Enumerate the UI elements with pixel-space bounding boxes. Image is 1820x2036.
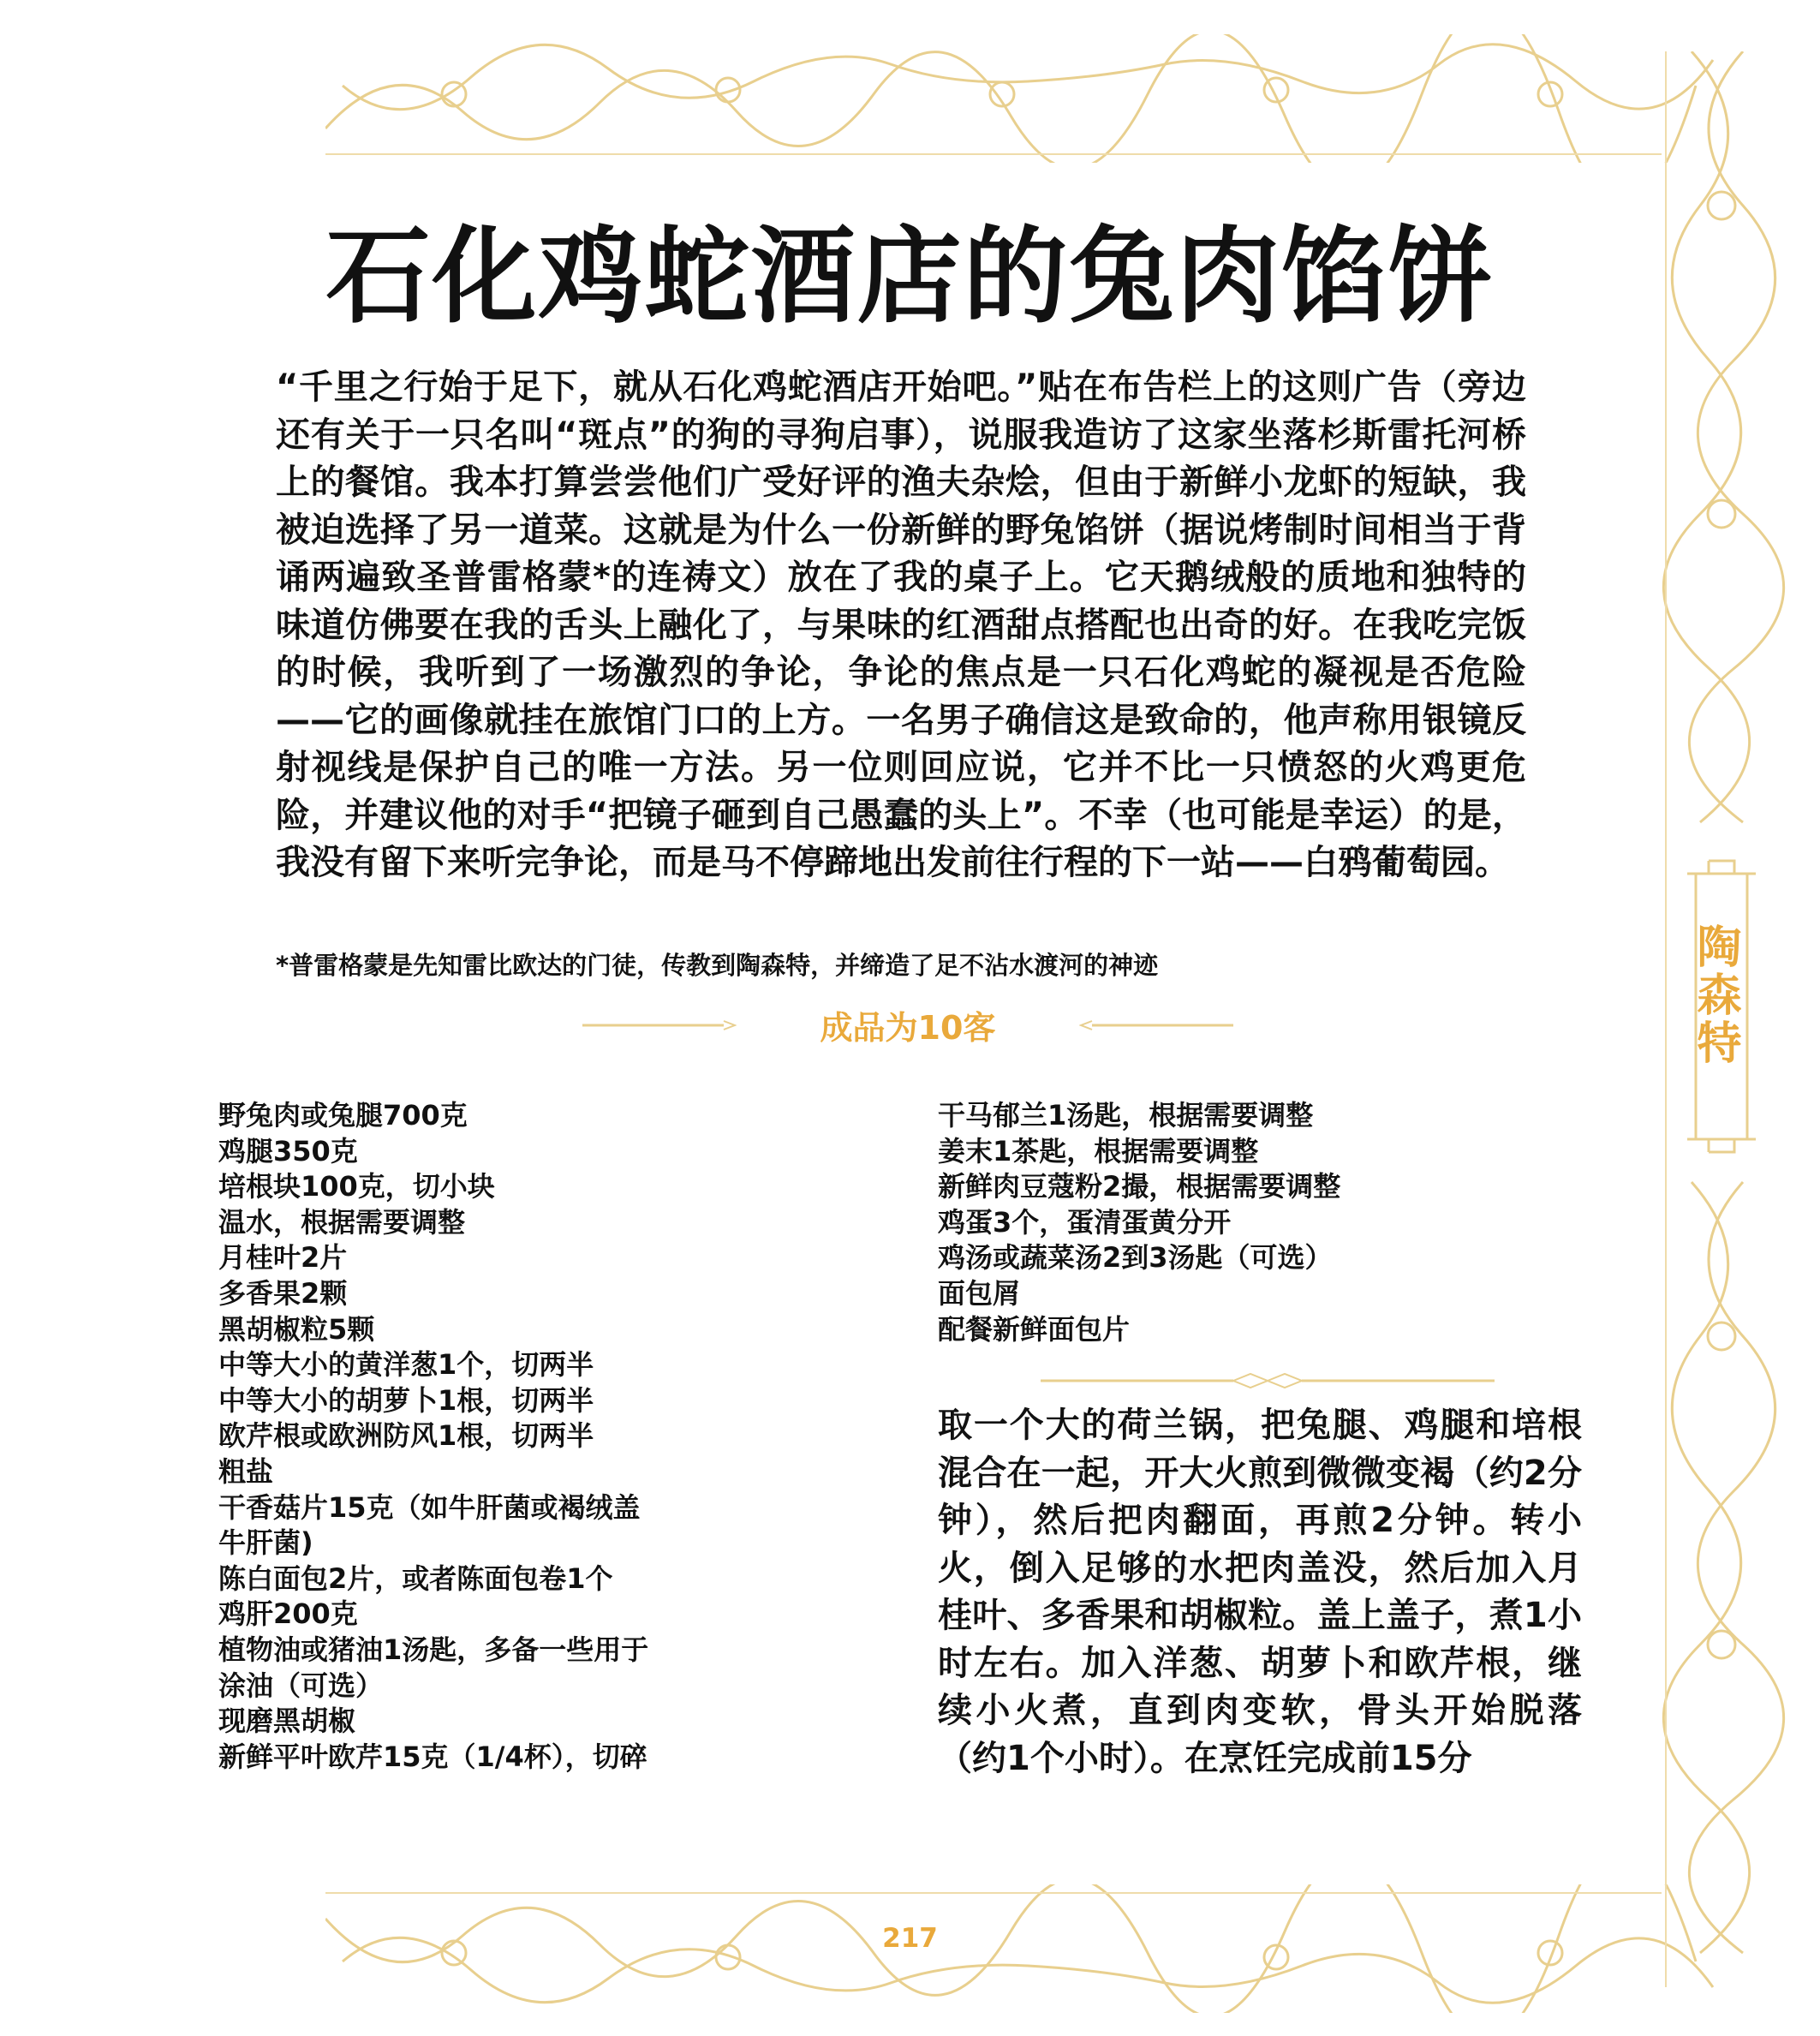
recipe-title: 石化鸡蛇酒店的兔肉馅饼 (325, 216, 1495, 337)
ingredient-item: 牛肝菌) (218, 1526, 313, 1560)
ingredient-item: 新鲜平叶欧芹15克（1/4杯），切碎 (218, 1740, 647, 1773)
ingredient-item: 欧芹根或欧洲防风1根，切两半 (218, 1419, 594, 1453)
intro-paragraph: “千里之行始于足下，就从石化鸡蛇酒店开始吧。”贴在布告栏上的这则广告（旁边还有关于一只名叫“斑点”的狗的寻狗启事），说服我造访了这家坐落杉斯雷托河桥上的餐馆。我本打算尝尝他们广受好评的渔夫杂烩，但由于新鲜小龙虾的短缺，我被迫选择了另一道菜。这就是为什么一份新鲜的野兔馅饼（据说烤制时间相当于背诵两遍致圣普雷格蒙*的连祷文）放在了我的桌子上。它天鹅绒般的质地和独特的味道仿佛要在我的舌头上融化了，与果味的红酒甜点搭配也出奇的好。在我吃完饭的时候，我听到了一场激烈的争论，争论的焦点是一只石化鸡蛇的凝视是否危险——它的画像就挂在旅馆门口的上方。一名男子确信这是致命的，他声称用银镜反射视线是保护自己的唯一方法。另一位则回应说，它并不比一只愤怒的火鸡更危险，并建议他的对手“把镜子砸到自己愚蠢的头上”。不幸（也可能是幸运）的是，我没有留下来听完争论，而是马不停蹄地出发前往行程的下一站——白鸦葡萄园。 (276, 367, 1526, 882)
chapter-tab-label: 陶森特 (1689, 923, 1740, 1067)
ingredient-item: 月桂叶2片 (218, 1241, 348, 1275)
ingredient-list-left (218, 1098, 732, 1775)
yield-rule-right (1079, 1020, 1233, 1030)
ingredient-item: 干香菇片15克（如牛肝菌或褐绒盖 (218, 1490, 641, 1524)
ingredient-item: 新鲜肉豆蔻粉2撮，根据需要调整 (938, 1170, 1341, 1203)
ingredient-item: 植物油或猪油1汤匙，多备一些用于 (218, 1633, 649, 1666)
ingredient-item: 现磨黑胡椒 (218, 1705, 356, 1738)
yield-text: 成品为10客 (820, 1009, 996, 1047)
ingredient-item: 粗盐 (218, 1454, 274, 1488)
ingredient-item: 鸡蛋3个，蛋清蛋黄分开 (938, 1205, 1232, 1239)
ingredient-item: 培根块100克，切小块 (218, 1170, 495, 1203)
ingredient-item: 温水，根据需要调整 (218, 1205, 466, 1239)
yield-heading (574, 998, 1242, 1049)
ingredient-item: 鸡腿350克 (218, 1134, 358, 1167)
ingredient-item: 陈白面包2片，或者陈面包卷1个 (218, 1561, 613, 1595)
ingredient-item: 面包屑 (938, 1276, 1021, 1310)
ornamental-border-top (325, 34, 1739, 163)
ingredient-item: 鸡汤或蔬菜汤2到3汤匙（可选） (938, 1241, 1333, 1275)
ingredient-item: 鸡肝200克 (218, 1597, 358, 1631)
ingredient-list-right (938, 1098, 1537, 1347)
footnote: *普雷格蒙是先知雷比欧达的门徒，传教到陶森特，并缔造了足不沾水渡河的神迹 (276, 951, 1159, 980)
section-divider (1041, 1369, 1495, 1393)
ingredient-item: 涂油（可选） (218, 1669, 384, 1702)
ingredient-item: 野兔肉或兔腿700克 (218, 1099, 468, 1131)
page-number: 217 (882, 1923, 938, 1954)
ingredient-item: 黑胡椒粒5颗 (218, 1312, 375, 1346)
ingredient-item: 多香果2颗 (218, 1276, 348, 1310)
ingredient-item: 中等大小的胡萝卜1根，切两半 (218, 1383, 594, 1417)
method-paragraph: 取一个大的荷兰锅，把兔腿、鸡腿和培根混合在一起，开大火煎到微微变褐（约2分钟），然后把肉翻面，再煎2分钟。转小火，倒入足够的水把肉盖没，然后加入月桂叶、多香果和胡椒粒。盖上盖子，煮1小时左右。加入洋葱、胡萝卜和欧芹根，继续小火煮，直到肉变软，骨头开始脱落（约1个小时）。在烹饪完成前15分 (938, 1406, 1582, 1778)
ingredient-item: 干马郁兰1汤匙，根据需要调整 (938, 1099, 1314, 1131)
ingredient-item: 姜末1茶匙，根据需要调整 (938, 1134, 1259, 1167)
ingredient-item: 中等大小的黄洋葱1个，切两半 (218, 1348, 594, 1382)
ingredient-item: 配餐新鲜面包片 (938, 1312, 1131, 1346)
